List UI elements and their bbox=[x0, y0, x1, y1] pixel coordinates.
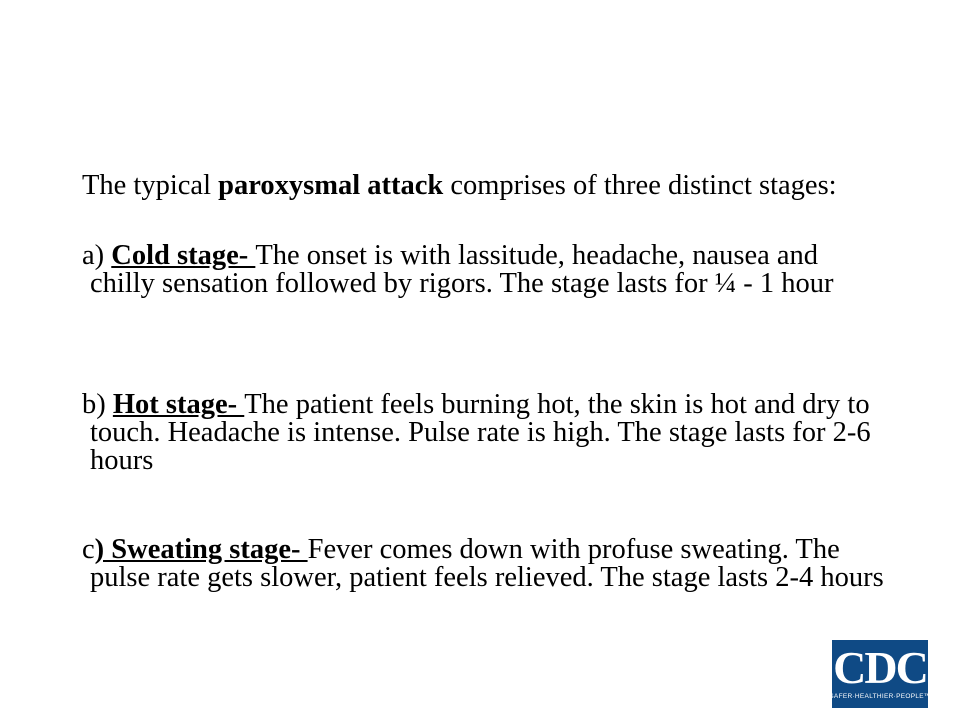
cold-stage-text: The onset is with lassitude, headache, nausea and chilly sensation followed by rigors. The stage lasts for ¼ - 1 hour bbox=[90, 240, 834, 299]
cdc-logo-mark: CDC bbox=[833, 642, 927, 693]
sweating-stage-heading: ) Sweating stage- bbox=[94, 534, 308, 565]
intro-paragraph bbox=[82, 170, 890, 201]
sweating-stage-paragraph bbox=[82, 534, 890, 593]
cold-stage-heading: Cold stage- bbox=[111, 240, 256, 271]
cdc-logo bbox=[829, 640, 931, 708]
hot-stage-letter: b) bbox=[82, 389, 113, 420]
intro-suffix: comprises of three distinct stages: bbox=[443, 170, 837, 201]
hot-stage-paragraph bbox=[82, 389, 890, 476]
cold-stage-letter: a) bbox=[82, 240, 112, 271]
hot-stage-text: The patient feels burning hot, the skin is hot and dry to touch. Headache is intense. Pulse rate is high. The stage lasts for 2-6 hours bbox=[90, 389, 871, 476]
hot-stage-heading: Hot stage- bbox=[112, 389, 245, 420]
cdc-logo-tagline: SAFER·HEALTHIER·PEOPLE™ bbox=[829, 693, 931, 700]
sweating-stage-text: Fever comes down with profuse sweating. The pulse rate gets slower, patient feels relieved. The stage lasts 2-4 hours bbox=[90, 534, 884, 593]
intro-prefix: The typical bbox=[82, 170, 219, 201]
intro-bold-term: paroxysmal attack bbox=[218, 170, 444, 201]
sweating-stage-letter: c bbox=[82, 534, 95, 565]
cold-stage-paragraph bbox=[82, 240, 890, 299]
